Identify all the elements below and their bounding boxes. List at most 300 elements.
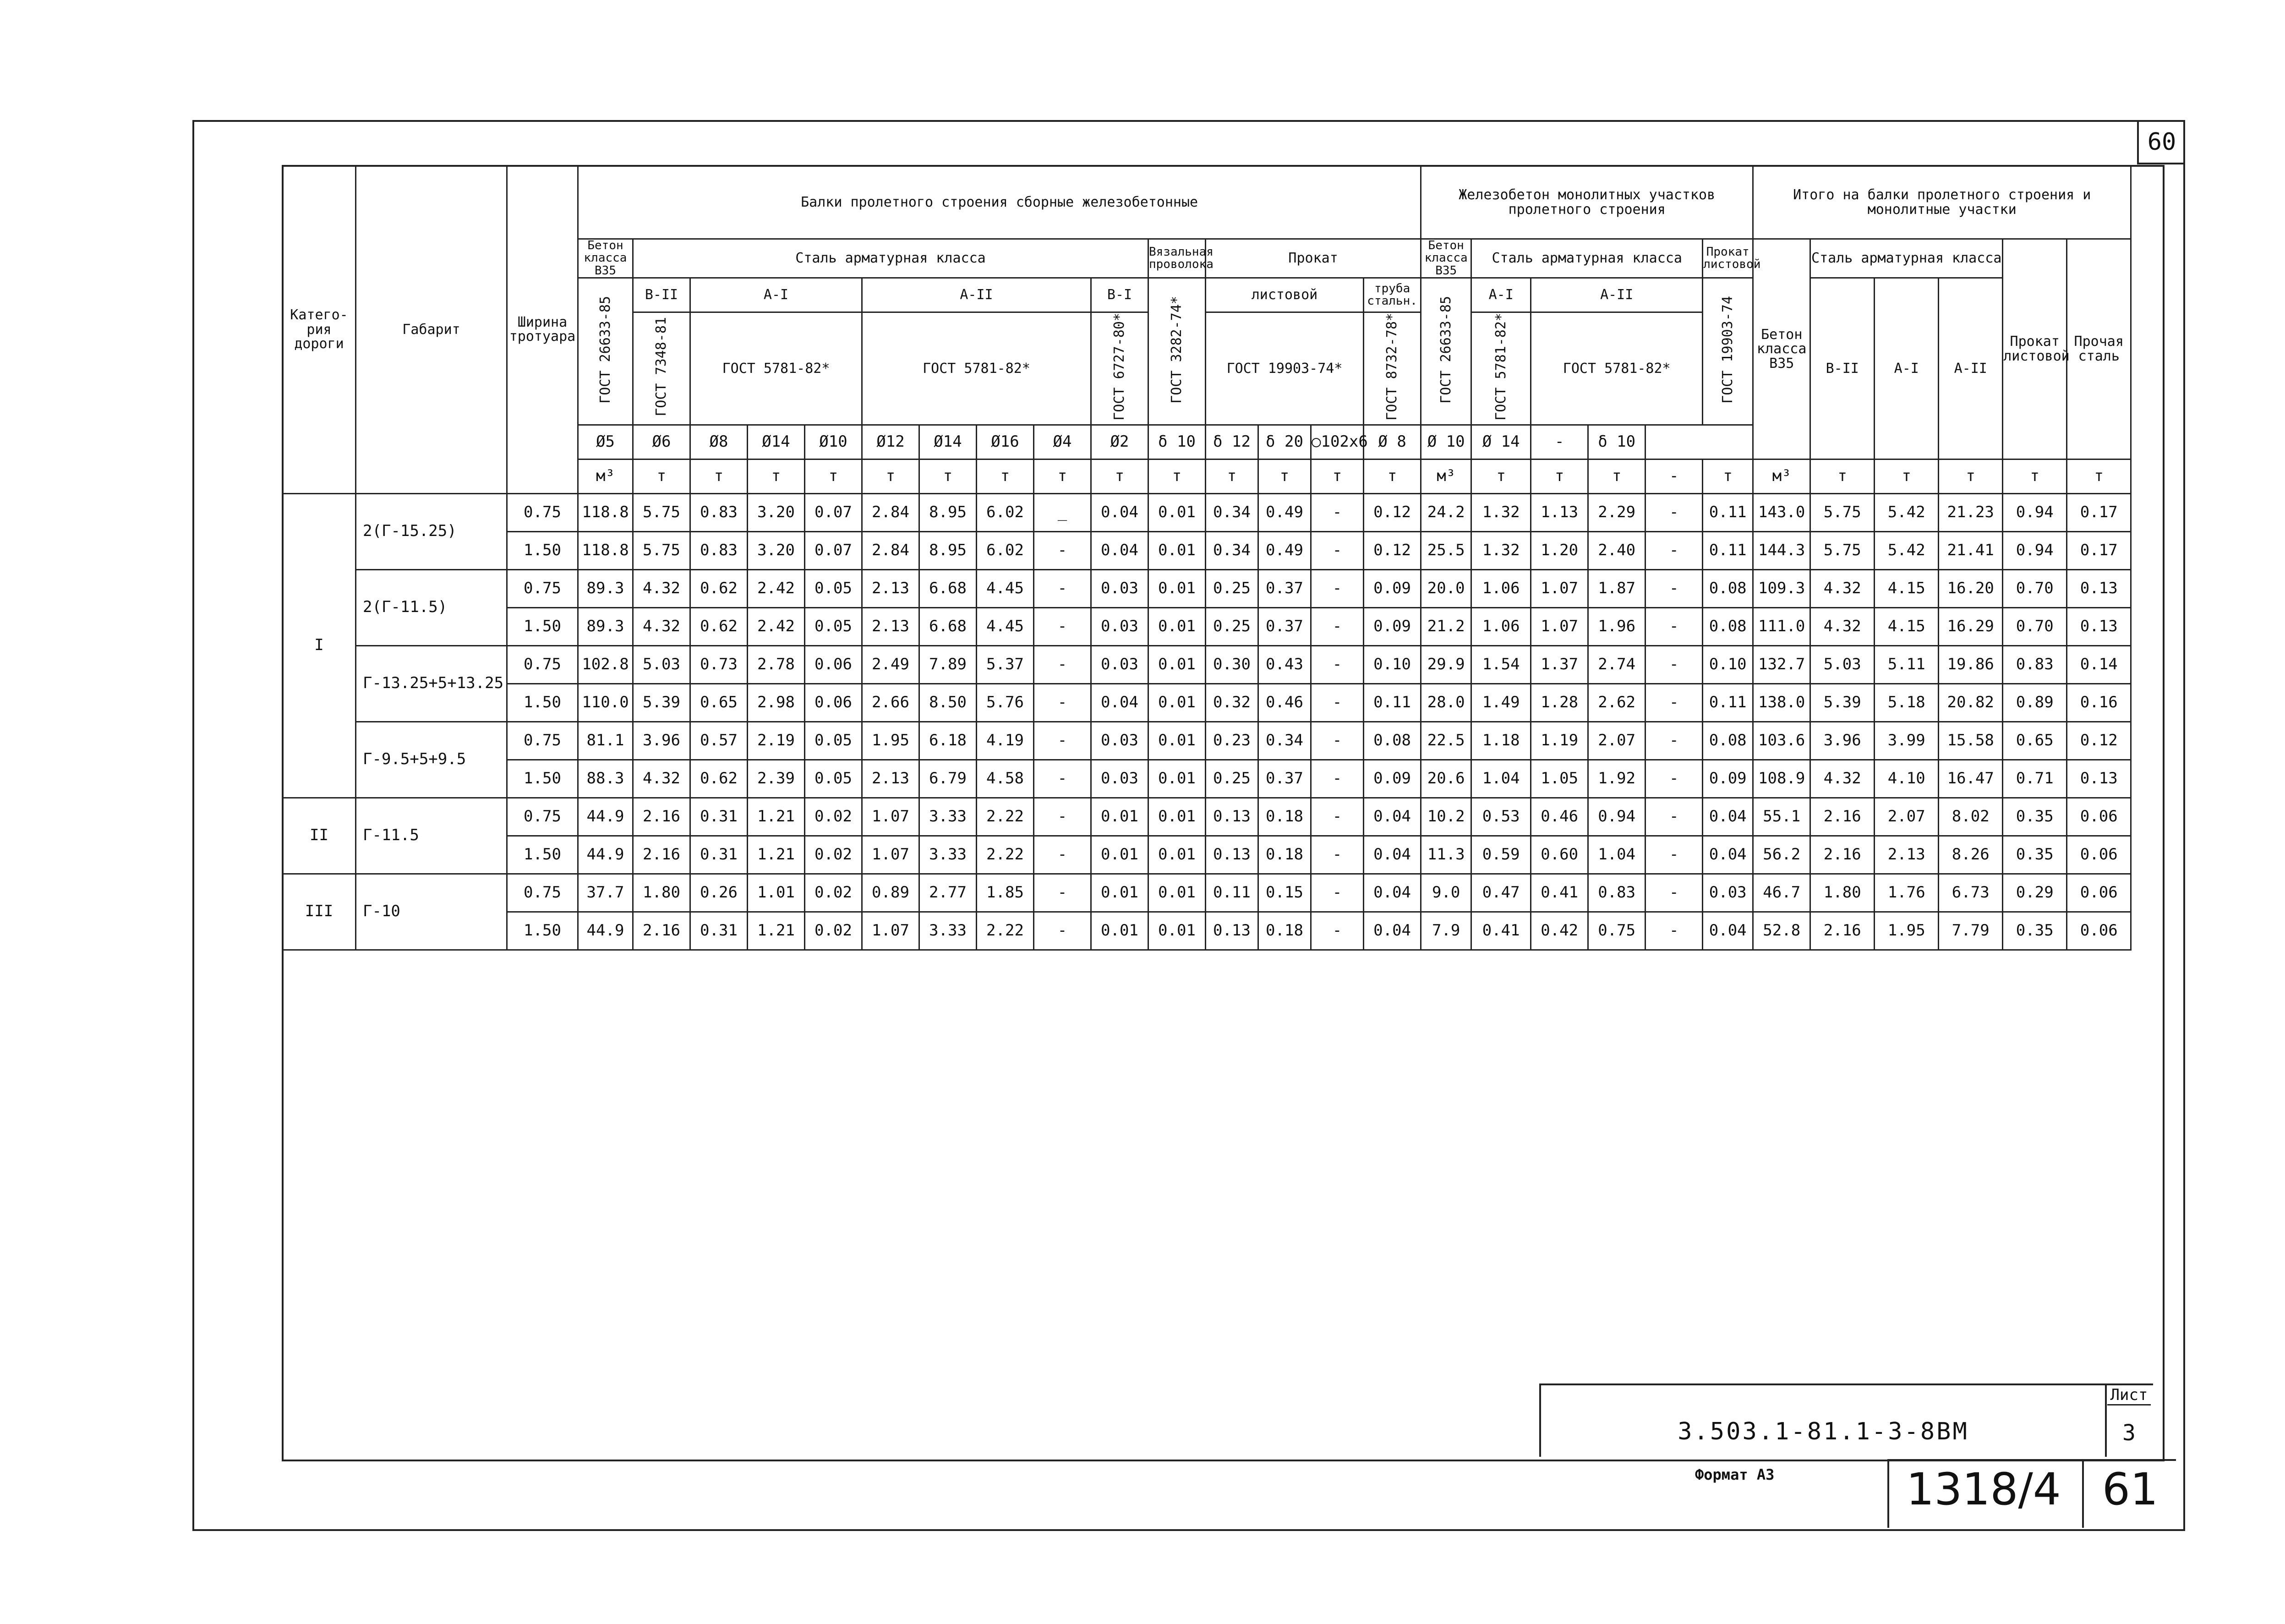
- value-cell: 0.02: [805, 912, 862, 950]
- mono-gost-26633: ГОСТ 26633-85: [1421, 278, 1471, 425]
- value-cell: 0.41: [1471, 912, 1531, 950]
- value-cell: -: [1034, 607, 1091, 645]
- value-cell: 0.03: [1091, 607, 1148, 645]
- value-cell: 3.33: [919, 798, 977, 836]
- value-cell: 0.02: [805, 798, 862, 836]
- value-cell: 0.04: [1703, 798, 1753, 836]
- value-cell: 0.04: [1364, 836, 1421, 874]
- unit-cell: т: [633, 459, 690, 493]
- value-cell: 4.10: [1875, 760, 1939, 798]
- value-cell: 102.8: [578, 645, 633, 684]
- value-cell: -: [1034, 722, 1091, 760]
- value-cell: 0.06: [2067, 912, 2131, 950]
- value-cell: 44.9: [578, 912, 633, 950]
- value-cell: 0.46: [1531, 798, 1588, 836]
- value-cell: 0.49: [1258, 493, 1311, 531]
- value-cell: 0.17: [2067, 493, 2131, 531]
- value-cell: 0.15: [1258, 874, 1311, 912]
- mono-gost-19903: ГОСТ 19903-74: [1703, 278, 1753, 425]
- value-cell: 4.45: [977, 607, 1034, 645]
- value-cell: 1.04: [1588, 836, 1645, 874]
- value-cell: 1.95: [862, 722, 919, 760]
- unit-cell: т: [977, 459, 1034, 493]
- value-cell: 0.83: [2003, 645, 2067, 684]
- value-cell: 0.46: [1258, 684, 1311, 722]
- header-total: Итого на балки пролетного строения и монолитные участки: [1753, 166, 2131, 239]
- unit-cell: т: [1206, 459, 1258, 493]
- diameter-cell: δ 12: [1206, 425, 1258, 459]
- value-cell: 0.01: [1148, 798, 1206, 836]
- unit-cell: т: [748, 459, 805, 493]
- value-cell: 20.6: [1421, 760, 1471, 798]
- value-cell: 1.06: [1471, 569, 1531, 607]
- width-cell: 0.75: [507, 645, 578, 684]
- value-cell: 0.04: [1091, 531, 1148, 569]
- value-cell: 3.96: [633, 722, 690, 760]
- value-cell: 0.04: [1703, 836, 1753, 874]
- value-cell: 1.06: [1471, 607, 1531, 645]
- table-row: [283, 912, 2195, 950]
- sheet-number: 3: [2122, 1420, 2136, 1446]
- value-cell: 0.02: [805, 874, 862, 912]
- value-cell: 0.01: [1148, 607, 1206, 645]
- value-cell: 1.07: [862, 836, 919, 874]
- value-cell: 2.16: [1810, 912, 1875, 950]
- value-cell: 0.01: [1148, 531, 1206, 569]
- value-cell: 6.68: [919, 607, 977, 645]
- value-cell: 56.2: [1753, 836, 1810, 874]
- value-cell: 2.07: [1875, 798, 1939, 836]
- value-cell: 8.02: [1939, 798, 2003, 836]
- value-cell: 89.3: [578, 607, 633, 645]
- value-cell: 0.29: [2003, 874, 2067, 912]
- sheet-label: Лист: [2107, 1386, 2151, 1405]
- value-cell: 0.73: [690, 645, 748, 684]
- value-cell: 0.13: [1206, 836, 1258, 874]
- value-cell: 2.16: [633, 836, 690, 874]
- value-cell: 20.82: [1939, 684, 2003, 722]
- mono-class-a2: А-II: [1531, 278, 1703, 312]
- value-cell: 7.89: [919, 645, 977, 684]
- value-cell: 0.04: [1703, 912, 1753, 950]
- gost-26633: ГОСТ 26633-85: [578, 278, 633, 425]
- value-cell: 0.01: [1091, 912, 1148, 950]
- value-cell: 0.13: [1206, 912, 1258, 950]
- value-cell: 103.6: [1753, 722, 1810, 760]
- value-cell: 0.08: [1364, 722, 1421, 760]
- value-cell: 28.0: [1421, 684, 1471, 722]
- value-cell: 0.34: [1258, 722, 1311, 760]
- value-cell: 0.18: [1258, 912, 1311, 950]
- unit-cell: т: [862, 459, 919, 493]
- value-cell: 20.0: [1421, 569, 1471, 607]
- value-cell: 1.54: [1471, 645, 1531, 684]
- value-cell: 3.96: [1810, 722, 1875, 760]
- value-cell: 1.18: [1471, 722, 1531, 760]
- value-cell: 0.13: [2067, 569, 2131, 607]
- value-cell: 0.53: [1471, 798, 1531, 836]
- unit-cell: -: [1645, 459, 1703, 493]
- width-cell: 1.50: [507, 684, 578, 722]
- value-cell: 0.13: [1206, 798, 1258, 836]
- value-cell: 0.42: [1531, 912, 1588, 950]
- diameter-cell: Ø12: [862, 425, 919, 459]
- stamp-number: 1318/4: [1906, 1464, 2061, 1515]
- unit-cell: т: [919, 459, 977, 493]
- width-cell: 0.75: [507, 874, 578, 912]
- value-cell: 1.07: [862, 798, 919, 836]
- value-cell: -: [1311, 607, 1364, 645]
- value-cell: 0.83: [1588, 874, 1645, 912]
- mono-diameter-cell: Ø 14: [1471, 425, 1531, 459]
- width-cell: 0.75: [507, 798, 578, 836]
- value-cell: 1.80: [633, 874, 690, 912]
- value-cell: 22.5: [1421, 722, 1471, 760]
- value-cell: 3.99: [1875, 722, 1939, 760]
- value-cell: 0.75: [1588, 912, 1645, 950]
- value-cell: 21.41: [1939, 531, 2003, 569]
- header-steel-class: Сталь арматурная класса: [633, 239, 1148, 278]
- value-cell: 0.03: [1091, 569, 1148, 607]
- value-cell: 6.18: [919, 722, 977, 760]
- mono-class-a1: А-I: [1471, 278, 1531, 312]
- value-cell: 1.76: [1875, 874, 1939, 912]
- value-cell: 21.23: [1939, 493, 2003, 531]
- value-cell: -: [1645, 645, 1703, 684]
- value-cell: 0.06: [805, 684, 862, 722]
- value-cell: 81.1: [578, 722, 633, 760]
- value-cell: 0.05: [805, 607, 862, 645]
- gost-3282: ГОСТ 3282-74*: [1148, 278, 1206, 425]
- value-cell: 0.70: [2003, 607, 2067, 645]
- mono-diameter-cell: -: [1531, 425, 1588, 459]
- value-cell: -: [1034, 874, 1091, 912]
- value-cell: 5.76: [977, 684, 1034, 722]
- value-cell: 8.26: [1939, 836, 2003, 874]
- value-cell: 24.2: [1421, 493, 1471, 531]
- value-cell: -: [1034, 531, 1091, 569]
- width-cell: 1.50: [507, 760, 578, 798]
- diameter-cell: Ø10: [805, 425, 862, 459]
- value-cell: 0.08: [1703, 607, 1753, 645]
- value-cell: 2.39: [748, 760, 805, 798]
- value-cell: 0.31: [690, 798, 748, 836]
- table-row: [283, 607, 2195, 645]
- value-cell: 5.03: [633, 645, 690, 684]
- value-cell: 2.07: [1588, 722, 1645, 760]
- value-cell: 0.13: [2067, 607, 2131, 645]
- top-page-number: 60: [2137, 121, 2185, 164]
- value-cell: 0.12: [1364, 531, 1421, 569]
- value-cell: 0.37: [1258, 607, 1311, 645]
- value-cell: 0.04: [1364, 798, 1421, 836]
- table-row: [283, 722, 2195, 760]
- value-cell: -: [1311, 569, 1364, 607]
- value-cell: 0.35: [2003, 912, 2067, 950]
- value-cell: 0.06: [2067, 836, 2131, 874]
- value-cell: 4.32: [1810, 569, 1875, 607]
- unit-cell: т: [2067, 459, 2131, 493]
- value-cell: 0.37: [1258, 569, 1311, 607]
- value-cell: 1.07: [862, 912, 919, 950]
- value-cell: 0.04: [1364, 874, 1421, 912]
- value-cell: -: [1311, 493, 1364, 531]
- value-cell: 2.19: [748, 722, 805, 760]
- value-cell: 0.62: [690, 607, 748, 645]
- table-row: [283, 760, 2195, 798]
- value-cell: 0.01: [1091, 874, 1148, 912]
- header-beams: Балки пролетного строения сборные железобетонные: [578, 166, 1421, 239]
- value-cell: _: [1034, 493, 1091, 531]
- value-cell: 118.8: [578, 493, 633, 531]
- header-gabarit: Габарит: [356, 166, 507, 494]
- value-cell: -: [1034, 798, 1091, 836]
- value-cell: 4.32: [1810, 607, 1875, 645]
- diameter-cell: Ø2: [1091, 425, 1148, 459]
- value-cell: 0.65: [690, 684, 748, 722]
- value-cell: 0.01: [1148, 912, 1206, 950]
- value-cell: 2.13: [1875, 836, 1939, 874]
- value-cell: 15.58: [1939, 722, 2003, 760]
- value-cell: 0.01: [1148, 874, 1206, 912]
- value-cell: 4.15: [1875, 569, 1939, 607]
- value-cell: 4.32: [633, 569, 690, 607]
- value-cell: 0.01: [1148, 493, 1206, 531]
- value-cell: -: [1034, 645, 1091, 684]
- unit-cell: т: [1875, 459, 1939, 493]
- unit-cell: т: [690, 459, 748, 493]
- value-cell: 0.41: [1531, 874, 1588, 912]
- value-cell: 2.42: [748, 607, 805, 645]
- value-cell: -: [1034, 836, 1091, 874]
- value-cell: 109.3: [1753, 569, 1810, 607]
- class-b1: В-I: [1091, 278, 1148, 312]
- unit-cell: м³: [1421, 459, 1471, 493]
- value-cell: 2.84: [862, 493, 919, 531]
- value-cell: 5.37: [977, 645, 1034, 684]
- gost-8732: ГОСТ 8732-78*: [1364, 312, 1421, 425]
- unit-cell: т: [1148, 459, 1206, 493]
- value-cell: 8.95: [919, 531, 977, 569]
- value-cell: 0.11: [1703, 684, 1753, 722]
- unit-cell: т: [805, 459, 862, 493]
- document-code: 3.503.1-81.1-3-8ВМ: [1678, 1418, 1969, 1445]
- value-cell: 0.34: [1206, 493, 1258, 531]
- value-cell: 0.03: [1091, 645, 1148, 684]
- value-cell: 1.07: [1531, 607, 1588, 645]
- empty-area: [283, 950, 2195, 1435]
- value-cell: 0.01: [1148, 684, 1206, 722]
- value-cell: 0.05: [805, 569, 862, 607]
- value-cell: 0.06: [805, 645, 862, 684]
- value-cell: 3.20: [748, 531, 805, 569]
- value-cell: 0.59: [1471, 836, 1531, 874]
- header-sidewalk-width: Ширина тротуара: [507, 166, 578, 494]
- value-cell: 110.0: [578, 684, 633, 722]
- table-row: [283, 874, 2195, 912]
- value-cell: 2.77: [919, 874, 977, 912]
- header-rolled: Прокат: [1206, 239, 1421, 278]
- value-cell: 0.01: [1148, 760, 1206, 798]
- value-cell: 2.98: [748, 684, 805, 722]
- value-cell: 37.7: [578, 874, 633, 912]
- diameter-cell: δ 10: [1148, 425, 1206, 459]
- value-cell: 1.19: [1531, 722, 1588, 760]
- value-cell: -: [1311, 760, 1364, 798]
- gabarit-cell: Г-11.5: [356, 798, 507, 874]
- total-class-a1: А-I: [1875, 278, 1939, 459]
- value-cell: 2.62: [1588, 684, 1645, 722]
- value-cell: -: [1311, 798, 1364, 836]
- width-cell: 0.75: [507, 569, 578, 607]
- gost-7348: ГОСТ 7348-81: [633, 312, 690, 425]
- value-cell: 0.30: [1206, 645, 1258, 684]
- value-cell: 0.01: [1148, 569, 1206, 607]
- value-cell: 5.42: [1875, 493, 1939, 531]
- value-cell: 2.49: [862, 645, 919, 684]
- value-cell: -: [1034, 684, 1091, 722]
- value-cell: 88.3: [578, 760, 633, 798]
- value-cell: -: [1034, 912, 1091, 950]
- mono-diameter-cell: Ø 8: [1364, 425, 1421, 459]
- header-total-rolled: Прокат листовой: [2003, 239, 2067, 459]
- value-cell: 89.3: [578, 569, 633, 607]
- value-cell: 46.7: [1753, 874, 1810, 912]
- value-cell: 0.25: [1206, 607, 1258, 645]
- value-cell: -: [1645, 607, 1703, 645]
- value-cell: 5.39: [1810, 684, 1875, 722]
- value-cell: -: [1645, 531, 1703, 569]
- value-cell: 0.60: [1531, 836, 1588, 874]
- stamp-divider: [2082, 1459, 2084, 1528]
- value-cell: 16.20: [1939, 569, 2003, 607]
- value-cell: 44.9: [578, 798, 633, 836]
- value-cell: 1.21: [748, 836, 805, 874]
- value-cell: 0.01: [1148, 836, 1206, 874]
- value-cell: 0.01: [1148, 722, 1206, 760]
- value-cell: 0.02: [805, 836, 862, 874]
- value-cell: 1.37: [1531, 645, 1588, 684]
- value-cell: 6.79: [919, 760, 977, 798]
- value-cell: 0.01: [1091, 798, 1148, 836]
- empty-cell: [283, 950, 2131, 1435]
- value-cell: 0.06: [2067, 874, 2131, 912]
- table-row: [283, 645, 2195, 684]
- value-cell: 5.75: [633, 493, 690, 531]
- value-cell: 0.83: [690, 531, 748, 569]
- value-cell: 5.42: [1875, 531, 1939, 569]
- value-cell: 1.28: [1531, 684, 1588, 722]
- header-category: Катего-рия дороги: [283, 166, 356, 494]
- value-cell: 16.47: [1939, 760, 2003, 798]
- value-cell: 8.50: [919, 684, 977, 722]
- value-cell: 5.18: [1875, 684, 1939, 722]
- unit-cell: т: [1258, 459, 1311, 493]
- value-cell: 2.16: [1810, 798, 1875, 836]
- unit-cell: т: [1471, 459, 1531, 493]
- width-cell: 0.75: [507, 722, 578, 760]
- value-cell: 1.04: [1471, 760, 1531, 798]
- header-mono-rolled: Прокат листовой: [1703, 239, 1753, 278]
- value-cell: 0.05: [805, 722, 862, 760]
- value-cell: 6.73: [1939, 874, 2003, 912]
- total-class-b2: В-II: [1810, 278, 1875, 459]
- value-cell: 0.43: [1258, 645, 1311, 684]
- value-cell: -: [1311, 874, 1364, 912]
- table-row: [283, 684, 2195, 722]
- value-cell: 1.95: [1875, 912, 1939, 950]
- value-cell: -: [1311, 645, 1364, 684]
- value-cell: 1.21: [748, 798, 805, 836]
- value-cell: 0.89: [2003, 684, 2067, 722]
- value-cell: 5.11: [1875, 645, 1939, 684]
- value-cell: 2.13: [862, 760, 919, 798]
- value-cell: 2.29: [1588, 493, 1645, 531]
- value-cell: 1.21: [748, 912, 805, 950]
- value-cell: 5.75: [1810, 531, 1875, 569]
- value-cell: -: [1311, 684, 1364, 722]
- value-cell: 1.49: [1471, 684, 1531, 722]
- value-cell: 55.1: [1753, 798, 1810, 836]
- unit-cell: м³: [1753, 459, 1810, 493]
- value-cell: 1.01: [748, 874, 805, 912]
- mono-diameter-cell: δ 10: [1588, 425, 1645, 459]
- unit-cell: т: [1810, 459, 1875, 493]
- value-cell: 0.08: [1703, 569, 1753, 607]
- stamp-page: 61: [2102, 1464, 2159, 1515]
- unit-cell: т: [1364, 459, 1421, 493]
- value-cell: 0.89: [862, 874, 919, 912]
- value-cell: 0.03: [1091, 722, 1148, 760]
- value-cell: 0.12: [2067, 722, 2131, 760]
- unit-cell: т: [1703, 459, 1753, 493]
- value-cell: 0.17: [2067, 531, 2131, 569]
- value-cell: 2.22: [977, 798, 1034, 836]
- value-cell: 143.0: [1753, 493, 1810, 531]
- diameter-cell: Ø6: [633, 425, 690, 459]
- table-row: [283, 569, 2195, 607]
- value-cell: 0.18: [1258, 798, 1311, 836]
- value-cell: 0.25: [1206, 760, 1258, 798]
- value-cell: 1.96: [1588, 607, 1645, 645]
- value-cell: 0.31: [690, 836, 748, 874]
- diameter-cell: δ 20: [1258, 425, 1311, 459]
- value-cell: 0.11: [1703, 531, 1753, 569]
- value-cell: 0.31: [690, 912, 748, 950]
- value-cell: 0.49: [1258, 531, 1311, 569]
- value-cell: -: [1645, 836, 1703, 874]
- class-b2: В-II: [633, 278, 690, 312]
- value-cell: 0.04: [1364, 912, 1421, 950]
- value-cell: 10.2: [1421, 798, 1471, 836]
- value-cell: -: [1645, 912, 1703, 950]
- value-cell: 7.79: [1939, 912, 2003, 950]
- value-cell: 0.06: [2067, 798, 2131, 836]
- mono-gost-5781-a1: ГОСТ 5781-82*: [1471, 312, 1531, 425]
- value-cell: 11.3: [1421, 836, 1471, 874]
- value-cell: -: [1311, 912, 1364, 950]
- value-cell: 8.95: [919, 493, 977, 531]
- unit-cell: т: [1531, 459, 1588, 493]
- header-mono-steel: Сталь арматурная класса: [1471, 239, 1703, 278]
- width-cell: 1.50: [507, 836, 578, 874]
- gabarit-cell: Г-9.5+5+9.5: [356, 722, 507, 798]
- table-row: [283, 493, 2195, 531]
- value-cell: 0.01: [1091, 836, 1148, 874]
- value-cell: 5.75: [633, 531, 690, 569]
- width-cell: 0.75: [507, 493, 578, 531]
- unit-cell: т: [2003, 459, 2067, 493]
